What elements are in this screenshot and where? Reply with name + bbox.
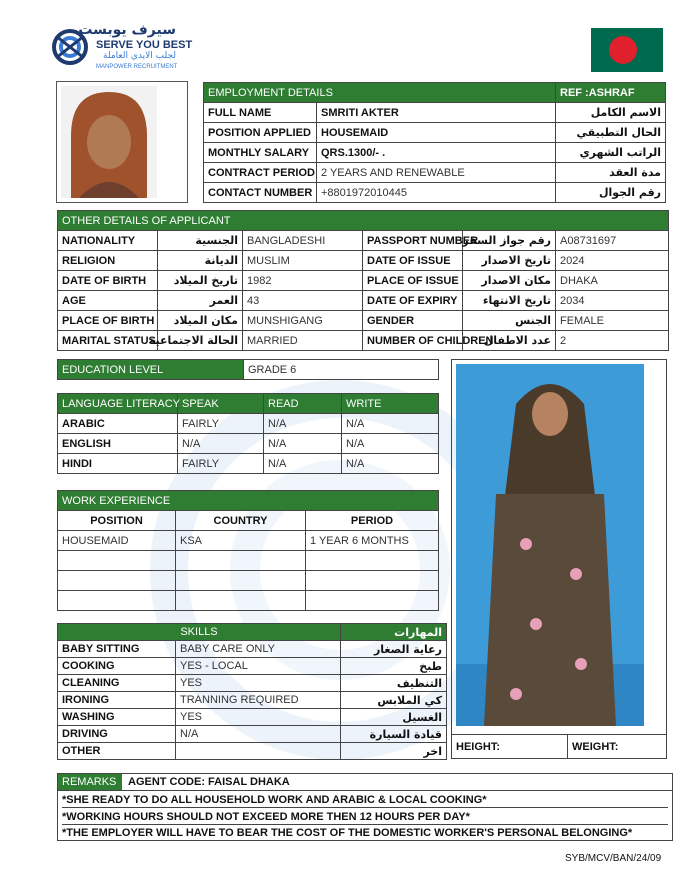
write-level: N/A [342,434,439,454]
speak-level: N/A [178,434,264,454]
reference-code: REF :ASHRAF [556,83,666,103]
language-literacy-table [57,393,439,474]
date-of-expiry-arabic: تاريخ الانتهاء [463,291,556,311]
skill-value [176,743,341,760]
agent-code: AGENT CODE: FAISAL DHAKA [128,776,290,788]
date-of-birth-label: DATE OF BIRTH [58,271,158,291]
full-name-arabic: الاسم الكامل [556,103,666,123]
speak-level: FAIRLY [178,414,264,434]
contact-number-label: CONTACT NUMBER [204,183,317,203]
applicant-portrait [61,86,157,198]
work-country [176,551,306,571]
weight-label: WEIGHT: [572,741,619,753]
brand-arabic-name: سيرف يوبست [78,22,176,38]
date-of-expiry-value: 2034 [556,291,669,311]
speak-header: SPEAK [178,394,264,414]
work-experience-title: WORK EXPERIENCE [58,491,439,511]
skill-label: DRIVING [58,726,176,743]
applicant-portrait-frame [56,81,188,203]
write-header: WRITE [342,394,439,414]
work-row [58,591,439,611]
contract-period-arabic: مدة العقد [556,163,666,183]
brand-arabic-tagline: لجلب الايدي العاملة [103,51,176,61]
read-level: N/A [264,414,342,434]
position-applied-arabic: الحال التطبيقي [556,123,666,143]
monthly-salary-arabic: الراتب الشهري [556,143,666,163]
age-value: 43 [243,291,363,311]
read-level: N/A [264,434,342,454]
brand-name: SERVE YOU BEST [96,39,193,51]
skill-label: COOKING [58,658,176,675]
speak-level: FAIRLY [178,454,264,474]
religion-arabic: الديانة [158,251,243,271]
number-of-children-arabic: عدد الاطفال [463,331,556,351]
education-level-label: EDUCATION LEVEL [58,360,244,380]
religion-label: RELIGION [58,251,158,271]
language-name: HINDI [58,454,178,474]
nationality-label: NATIONALITY [58,231,158,251]
nationality-value: BANGLADESHI [243,231,363,251]
contact-number-arabic: رقم الجوال [556,183,666,203]
applicant-full-photo [456,364,644,726]
position-applied-label: POSITION APPLIED [204,123,317,143]
position-applied-value: HOUSEMAID [317,123,556,143]
marital-status-arabic: الحالة الاجتماعية [158,331,243,351]
place-of-issue-label: PLACE OF ISSUE [363,271,463,291]
remarks-header-row [58,774,672,791]
marital-status-value: MARRIED [243,331,363,351]
full-name-value: SMRITI AKTER [317,103,556,123]
nationality-arabic: الجنسية [158,231,243,251]
language-header: LANGUAGE LITERACY [58,394,178,414]
other-details-table [57,210,669,351]
skill-arabic: رعاية الصغار [341,641,447,658]
height-weight-divider [567,735,568,759]
skill-value: YES [176,709,341,726]
marital-status-label: MARITAL STATUS [58,331,158,351]
age-arabic: العمر [158,291,243,311]
education-table [57,359,439,380]
language-row [58,434,439,454]
skills-title: SKILLS [58,624,341,641]
country-header: COUNTRY [176,511,306,531]
write-level: N/A [342,414,439,434]
document-code: SYB/MCV/BAN/24/09 [565,853,662,864]
gender-label: GENDER [363,311,463,331]
applicant-full-photo-frame [451,359,667,759]
position-header: POSITION [58,511,176,531]
monthly-salary-label: MONTHLY SALARY [204,143,317,163]
language-name: ENGLISH [58,434,178,454]
work-country: KSA [176,531,306,551]
language-name: ARABIC [58,414,178,434]
brand-tagline: MANPOWER RECRUITMENT [96,64,178,70]
remark-line: *SHE READY TO DO ALL HOUSEHOLD WORK AND ARABIC & LOCAL COOKING* [62,792,668,808]
date-of-issue-value: 2024 [556,251,669,271]
work-position [58,551,176,571]
work-country [176,591,306,611]
language-row [58,454,439,474]
date-of-birth-arabic: تاريخ الميلاد [158,271,243,291]
full-name-label: FULL NAME [204,103,317,123]
place-of-birth-value: MUNSHIGANG [243,311,363,331]
work-row [58,531,439,551]
place-of-issue-value: DHAKA [556,271,669,291]
contact-number-value: +8801972010445 [317,183,556,203]
skill-value: YES - LOCAL [176,658,341,675]
skill-arabic: اخر [341,743,447,760]
work-period [306,591,439,611]
skill-value: N/A [176,726,341,743]
skill-label: BABY SITTING [58,641,176,658]
skill-arabic: كي الملابس [341,692,447,709]
read-header: READ [264,394,342,414]
period-header: PERIOD [306,511,439,531]
skills-table [57,623,447,760]
remarks-box [57,773,673,841]
monthly-salary-value: QRS.1300/- . [317,143,556,163]
work-period [306,571,439,591]
bangladesh-flag [591,28,663,72]
skill-label: IRONING [58,692,176,709]
skill-arabic: الغسيل [341,709,447,726]
read-level: N/A [264,454,342,474]
employment-details-table [203,82,666,203]
skill-value: YES [176,675,341,692]
skill-arabic: طبخ [341,658,447,675]
gender-arabic: الجنس [463,311,556,331]
number-of-children-value: 2 [556,331,669,351]
remark-line: *THE EMPLOYER WILL HAVE TO BEAR THE COST OF THE DOMESTIC WORKER'S PERSONAL BELONGING* [62,827,633,839]
religion-value: MUSLIM [243,251,363,271]
gender-value: FEMALE [556,311,669,331]
place-of-birth-label: PLACE OF BIRTH [58,311,158,331]
passport-number-arabic: رقم جواز السفر [463,231,556,251]
place-of-issue-arabic: مكان الاصدار [463,271,556,291]
work-country [176,571,306,591]
work-period: 1 YEAR 6 MONTHS [306,531,439,551]
contract-period-label: CONTRACT PERIOD [204,163,317,183]
skill-value: BABY CARE ONLY [176,641,341,658]
skills-arabic-title: المهارات [341,624,447,641]
skill-arabic: التنظيف [341,675,447,692]
language-row [58,414,439,434]
write-level: N/A [342,454,439,474]
date-of-expiry-label: DATE OF EXPIRY [363,291,463,311]
skill-value: TRANNING REQUIRED [176,692,341,709]
age-label: AGE [58,291,158,311]
skill-label: CLEANING [58,675,176,692]
education-level-value: GRADE 6 [244,360,439,380]
height-label: HEIGHT: [456,741,500,753]
passport-number-value: A08731697 [556,231,669,251]
other-details-title: OTHER DETAILS OF APPLICANT [58,211,669,231]
date-of-birth-value: 1982 [243,271,363,291]
work-row [58,571,439,591]
place-of-birth-arabic: مكان الميلاد [158,311,243,331]
date-of-issue-label: DATE OF ISSUE [363,251,463,271]
number-of-children-label: NUMBER OF CHILDREN [363,331,463,351]
work-position [58,591,176,611]
skill-arabic: قيادة السيارة [341,726,447,743]
height-weight-row [452,734,666,758]
passport-number-label: PASSPORT NUMBER [363,231,463,251]
skill-label: OTHER [58,743,176,760]
date-of-issue-arabic: تاريخ الاصدار [463,251,556,271]
skill-label: WASHING [58,709,176,726]
contract-period-value: 2 YEARS AND RENEWABLE [317,163,556,183]
remarks-label: REMARKS [58,774,122,790]
work-position [58,571,176,591]
work-period [306,551,439,571]
remark-line: *WORKING HOURS SHOULD NOT EXCEED MORE THEN 12 HOURS PER DAY* [62,809,668,825]
flag-red-disc [609,36,637,64]
employment-details-title: EMPLOYMENT DETAILS [204,83,556,103]
work-row [58,551,439,571]
work-experience-table [57,490,439,611]
work-position: HOUSEMAID [58,531,176,551]
